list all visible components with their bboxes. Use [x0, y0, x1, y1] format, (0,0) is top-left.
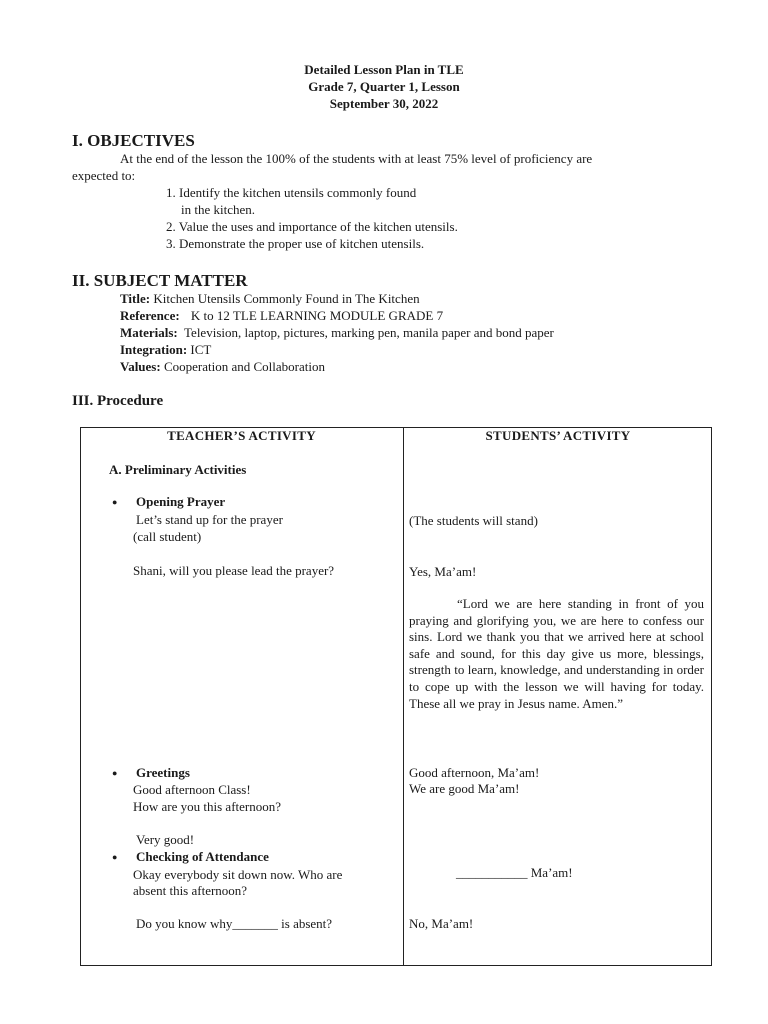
- student-yes-text: Yes, Ma’am!: [409, 564, 477, 579]
- objectives-intro-line2: expected to:: [72, 168, 136, 183]
- teacher-absent: absent this afternoon?: [133, 883, 248, 898]
- teacher-know-why: Do you know why_______ is absent?: [136, 916, 333, 931]
- objective-item-1-cont: in the kitchen.: [181, 202, 256, 217]
- student-no-maam: No, Ma’am!: [409, 916, 474, 931]
- objective-item-1: 1. Identify the kitchen utensils commonly found: [166, 185, 417, 200]
- teacher-call-text: (call student): [133, 529, 202, 544]
- doc-title: Detailed Lesson Plan in TLE: [304, 62, 464, 77]
- subject-materials-label: Materials:: [120, 325, 178, 340]
- preliminary-activities-heading: A. Preliminary Activities: [109, 462, 247, 477]
- teacher-good-afternoon: Good afternoon Class!: [133, 782, 251, 797]
- subject-materials-row: [120, 325, 554, 341]
- objectives-intro-line1: At the end of the lesson the 100% of the students with at least 75% level of proficiency are: [120, 151, 593, 166]
- table-column-divider: [403, 427, 404, 966]
- subject-values-label: Values:: [120, 359, 161, 374]
- objective-item-3: 3. Demonstrate the proper use of kitchen utensils.: [166, 236, 425, 251]
- subject-matter-heading: II. SUBJECT MATTER: [72, 271, 248, 290]
- teacher-sit-down: Okay everybody sit down now. Who are: [133, 867, 343, 882]
- bullet-icon: ●: [112, 768, 118, 778]
- objective-item-2: 2. Value the uses and importance of the kitchen utensils.: [166, 219, 458, 234]
- student-stand-text: (The students will stand): [409, 513, 538, 528]
- students-activity-header: STUDENTS’ ACTIVITY: [485, 428, 631, 443]
- subject-materials-value: Television, laptop, pictures, marking pen, manila paper and bond paper: [184, 325, 554, 340]
- doc-grade: Grade 7, Quarter 1, Lesson: [308, 79, 460, 94]
- subject-title-value: Kitchen Utensils Commonly Found in The Kitchen: [153, 291, 420, 306]
- teacher-very-good: Very good!: [136, 832, 195, 847]
- subject-reference-row: [120, 308, 443, 324]
- attendance-heading: Checking of Attendance: [136, 849, 269, 864]
- procedure-heading: III. Procedure: [72, 393, 164, 409]
- subject-integration-row: [120, 342, 211, 358]
- teacher-how-are-you: How are you this afternoon?: [133, 799, 282, 814]
- subject-title-row: [120, 291, 420, 307]
- student-prayer-text: “Lord we are here standing in front of you praying and glorifying you, we are here to confess our sins. Lord we thank you that we arrived here at school safe and sound, for this day give us more, blessings, strength to learn, knowledge, and understanding in order to cope up with the lesson we will having for today. These all we pray in Jesus name. Amen.”: [409, 596, 704, 711]
- bullet-icon: ●: [112, 497, 118, 507]
- student-good-afternoon: Good afternoon, Ma’am!: [409, 765, 540, 780]
- bullet-icon: ●: [112, 852, 118, 862]
- teacher-stand-text: Let’s stand up for the prayer: [136, 512, 283, 527]
- subject-values-row: [120, 359, 325, 375]
- teacher-activity-header: TEACHER’S ACTIVITY: [167, 428, 316, 443]
- greetings-heading: Greetings: [136, 765, 190, 780]
- subject-integration-value: ICT: [190, 342, 212, 357]
- subject-reference-value: K to 12 TLE LEARNING MODULE GRADE 7: [190, 308, 444, 323]
- objectives-heading: I. OBJECTIVES: [72, 131, 195, 150]
- student-blank-maam: ___________ Ma’am!: [456, 865, 573, 880]
- teacher-shani-text: Shani, will you please lead the prayer?: [133, 563, 335, 578]
- subject-title-label: Title:: [120, 291, 151, 306]
- student-we-are-good: We are good Ma’am!: [409, 781, 520, 796]
- subject-reference-label: Reference:: [120, 308, 180, 323]
- subject-values-value: Cooperation and Collaboration: [163, 359, 325, 374]
- opening-prayer-heading: Opening Prayer: [136, 494, 226, 509]
- subject-integration-label: Integration:: [120, 342, 188, 357]
- doc-date: September 30, 2022: [329, 96, 439, 111]
